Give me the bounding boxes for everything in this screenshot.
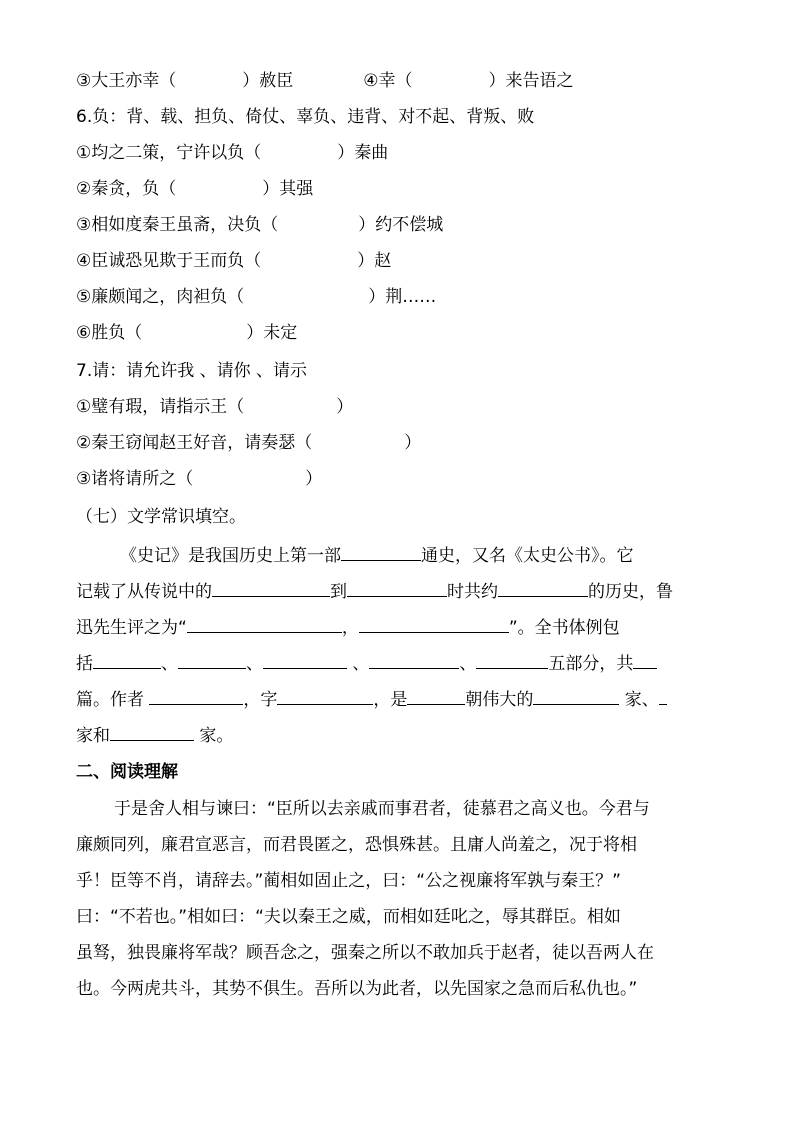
fill-text: 五部分，共 <box>548 654 634 674</box>
fill-text: 迅先生评之为“ <box>76 618 187 638</box>
item-text: ③大王亦幸（ <box>76 71 177 91</box>
fill-text: 括 <box>76 654 93 674</box>
sentence-item <box>76 179 313 199</box>
item-text: ④臣诚恐见欺于王而负（ <box>76 251 262 271</box>
passage-line: 也。今两虎共斗，其势不俱生。吾所以为此者，以先国家之急而后私仇也。” <box>76 979 638 999</box>
sentence-item <box>76 215 443 235</box>
fill-text: 的历史，鲁 <box>588 582 673 602</box>
blank-field[interactable] <box>263 652 347 669</box>
section-7-header: （七）文学常识填空。 <box>76 507 246 527</box>
fill-line <box>76 652 657 674</box>
separator: 、 <box>246 654 263 674</box>
blank-field[interactable] <box>407 688 465 705</box>
sentence-item <box>76 433 421 453</box>
blank-field[interactable] <box>369 652 459 669</box>
fill-text: 《史记》是我国历史上第一部 <box>120 546 341 566</box>
blank-field[interactable] <box>476 652 548 669</box>
blank-field[interactable] <box>347 580 447 597</box>
fill-line <box>76 580 673 602</box>
question-6-header: 6.负：背、载、担负、倚仗、辜负、违背、对不起、背叛、败 <box>76 107 535 127</box>
item-text: ）来告语之 <box>488 71 574 91</box>
separator: 、 <box>347 654 370 674</box>
fill-text: 家和 <box>76 726 110 746</box>
item-text: ①均之二策，宁许以负（ <box>76 143 262 163</box>
item-text: ） <box>336 397 354 417</box>
sentence-item <box>76 469 322 489</box>
sentence-item <box>76 397 353 417</box>
item-text: ⑤廉颇闻之，肉袒负（ <box>76 287 245 307</box>
blank-field[interactable] <box>633 652 657 669</box>
fill-text: 篇。作者 <box>76 690 150 710</box>
fill-text: 家。 <box>194 726 234 746</box>
item-text: ）秦曲 <box>337 143 389 163</box>
blank-field[interactable] <box>341 544 421 561</box>
blank-field[interactable] <box>149 688 243 705</box>
blank-field[interactable] <box>110 724 194 741</box>
passage-line: 于是舍人相与谏曰：“臣所以去亲戚而事君者，徒慕君之高义也。今君与 <box>114 799 650 819</box>
fill-line <box>76 616 620 638</box>
blank-field[interactable] <box>359 616 509 633</box>
item-text: ）其强 <box>262 179 314 199</box>
reading-section-title: 二、阅读理解 <box>76 762 178 782</box>
item-text: ）约不偿城 <box>358 215 444 235</box>
blank-field[interactable] <box>212 580 330 597</box>
separator: 、 <box>161 654 178 674</box>
item-text: ）赵 <box>357 251 392 271</box>
fill-text: 记载了从传说中的 <box>76 582 212 602</box>
item-text: ③相如度秦王虽斋，决负（ <box>76 215 279 235</box>
item-text: ） <box>305 469 323 489</box>
passage-line: 廉颇同列，廉君宣恶言，而君畏匿之，恐惧殊甚。且庸人尚羞之，况于将相 <box>76 835 637 855</box>
fill-line <box>120 544 634 566</box>
item-text: ）未定 <box>246 323 298 343</box>
sentence-item <box>76 251 391 271</box>
fill-text: ”。全书体例包 <box>508 618 620 638</box>
item-text: ①璧有瑕，请指示王（ <box>76 397 245 417</box>
sentence-item <box>76 71 574 91</box>
fill-text: ，是 <box>373 690 408 710</box>
blank-field[interactable] <box>178 652 246 669</box>
passage-line: 乎！臣等不肖，请辞去。”蔺相如固止之，曰：“公之视廉将军孰与秦王？” <box>76 871 621 891</box>
item-text: ②秦王窃闻赵王好音，请奏瑟（ <box>76 433 313 453</box>
fill-text: 通史，又名《太史公书》。它 <box>421 546 634 566</box>
passage-line: 曰：“不若也。”相如曰：“夫以秦王之威，而相如廷叱之，辱其群臣。相如 <box>76 907 621 927</box>
question-7-header: 7.请：请允许我 、请你 、请示 <box>76 361 308 381</box>
item-text: ⑥胜负（ <box>76 323 143 343</box>
fill-text: 朝伟大的 <box>465 690 534 710</box>
fill-text: ， <box>341 618 359 638</box>
item-text: ③诸将请所之（ <box>76 469 194 489</box>
passage-line: 虽驽，独畏廉将军哉？顾吾念之，强秦之所以不敢加兵于赵者，徒以吾两人在 <box>76 943 654 963</box>
item-text: ） <box>404 433 422 453</box>
sentence-item <box>76 287 436 307</box>
blank-field[interactable] <box>93 652 161 669</box>
fill-text: 时共约 <box>447 582 498 602</box>
sentence-item <box>76 143 388 163</box>
fill-line <box>76 688 667 710</box>
fill-text: 家、 <box>619 690 659 710</box>
item-text: ②秦贪，负（ <box>76 179 177 199</box>
blank-field[interactable] <box>498 580 588 597</box>
item-text: ）荆…… <box>368 287 437 307</box>
fill-line <box>76 724 233 746</box>
blank-field[interactable] <box>659 688 667 705</box>
item-text: ）赦臣 <box>242 71 294 91</box>
item-text: ④幸（ <box>363 71 413 91</box>
fill-text: 到 <box>330 582 347 602</box>
blank-field[interactable] <box>533 688 619 705</box>
fill-text: ，字 <box>243 690 278 710</box>
blank-field[interactable] <box>187 616 342 633</box>
separator: 、 <box>459 654 477 674</box>
blank-field[interactable] <box>277 688 373 705</box>
sentence-item <box>76 323 297 343</box>
